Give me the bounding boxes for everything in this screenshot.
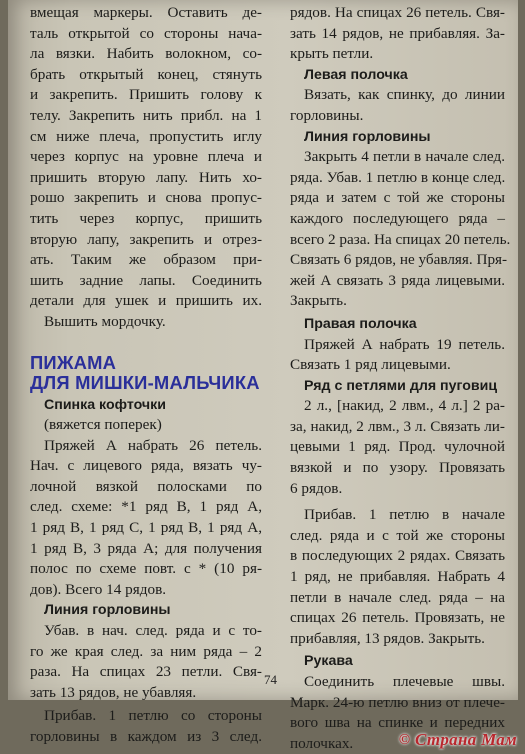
paragraph-toy-assembly — [30, 3, 262, 333]
subheading-right-front: Правая полочка — [304, 315, 417, 332]
section-title-line1: ПИЖАМА — [30, 351, 117, 373]
text-line: пришить вторую лапу. Нить хо- — [30, 168, 262, 186]
paragraph-increase-back — [30, 706, 262, 747]
text-line: Прибав. 1 петлю в начале — [304, 506, 505, 524]
subheading-back: Спинка кофточки — [44, 396, 166, 413]
text-line: Пряжей А набрать 26 петель. — [44, 436, 262, 454]
paragraph-back-finish — [290, 3, 505, 65]
text-line: зать 13 рядов, не убавляя. — [30, 683, 197, 701]
paragraph-back-instructions — [30, 436, 262, 601]
text-line: телу. Закрепить нить прибл. на 1 — [30, 106, 262, 124]
text-line: и закрепить. Пришить голову к — [30, 86, 262, 104]
text-line: 1 ряд, не прибавляя. Набрать 4 — [290, 568, 505, 586]
paragraph-neckline-front — [290, 147, 511, 312]
text-line: всего 2 раза. На спицах 20 петель. — [290, 230, 511, 248]
section-title — [30, 353, 262, 394]
text-line: рошо закрепить и снова пропус- — [30, 189, 262, 207]
subheading-neckline: Линия горловины — [304, 128, 431, 145]
text-line: Марк. 24-ю петлю вниз от плече- — [290, 693, 505, 711]
text-line: Закрыть. — [290, 292, 347, 310]
text-line: лочной вязкой полосками по — [30, 477, 262, 495]
text-line: след. схеме: *1 ряд В, 1 ряд А, — [30, 498, 262, 516]
text-line: тить через корпус, пришить — [30, 209, 262, 227]
text-line: 1 ряд В, 1 ряд С, 1 ряд В, 1 ряд А, — [30, 519, 262, 537]
text-line: 6 рядов. — [290, 479, 343, 497]
text-line: ать. Таким же образом при- — [30, 251, 262, 269]
text-line: прибавляя, 13 рядов. Закрыть. — [290, 629, 485, 647]
text-line: детали для ушек и пришить их. — [30, 292, 262, 310]
text-line: горловины. — [290, 106, 364, 124]
subheading-buttonhole-row: Ряд с петлями для пуговиц — [304, 377, 498, 394]
paragraph-right-front — [290, 335, 505, 376]
text-line: след. ряда и с той же стороны — [290, 526, 505, 544]
subheading-left-front: Левая полочка — [304, 66, 408, 83]
text-line: Убав. в нач. след. ряда и с то- — [44, 622, 262, 640]
text-line: вязкой и по узору. Провязать — [290, 459, 505, 477]
text-line: раза. На спицах 23 петли. Свя- — [30, 663, 262, 681]
text-line: Вышить мордочку. — [44, 312, 166, 330]
subheading-neckline: Линия горловины — [44, 602, 171, 619]
paragraph-increase-front — [290, 505, 505, 649]
text-line: ряда и затем с той же стороны — [290, 189, 505, 207]
right-column — [290, 0, 511, 754]
text-line: 1 ряд В, 3 ряда А; для получения — [30, 539, 262, 557]
text-line: ряда. Убав. 1 петлю в конце след. — [290, 168, 506, 186]
paragraph-neckline-back — [30, 621, 262, 703]
text-line: го же края след. за ним ряда – 2 — [30, 642, 262, 660]
text-line: дов). Всего 14 рядов. — [30, 580, 167, 598]
text-line: Нач. с лицевого ряда, вязать чу- — [30, 457, 262, 475]
text-line: 2 л., [накид, 2 лвм., 4 л.] 2 ра- — [304, 397, 505, 415]
text-line: Закрыть 4 петли в начале след. — [304, 148, 505, 166]
text-line: полочках. — [290, 734, 354, 752]
text-line: шить задние лапы. Соединить — [30, 271, 262, 289]
text-line: Связать 1 ряд лицевыми. — [290, 356, 451, 374]
text-line: зать 14 рядов, не прибавляя. За- — [290, 24, 505, 42]
text-line: крыть петли. — [290, 45, 374, 63]
text-line: через корпус на уровне плеча и — [30, 148, 262, 166]
note-knit-across: (вяжется поперек) — [44, 416, 162, 434]
text-line: в последующих 2 рядах. Связать — [290, 547, 505, 565]
left-column — [30, 0, 262, 748]
text-line: Пряжей А набрать 19 петель. — [304, 335, 505, 353]
paragraph-buttonhole-row — [290, 396, 505, 499]
site-watermark — [399, 730, 517, 750]
text-line: цевыми 1 ряд. Прод. чулочной — [290, 438, 505, 456]
text-line: горловины в каждом из 3 след. — [30, 728, 262, 745]
watermark-text: Страна Мам — [414, 730, 517, 749]
subheading-sleeves: Рукава — [304, 653, 353, 670]
text-line: спицах 26 петель. Провязать, не — [290, 609, 505, 627]
section-title-line2: ДЛЯ МИШКИ-МАЛЬЧИКА — [30, 372, 260, 393]
text-line: рядов. На спицах 26 петель. Свя- — [290, 4, 505, 21]
text-line: вторую лапу, закрепить и отрез- — [30, 230, 262, 248]
text-line: см ниже плеча, пропустить иглу — [30, 127, 262, 145]
text-line: Вязать, как спинку, до линии — [304, 86, 505, 104]
text-line: петли в начале след. ряда – на — [290, 588, 505, 606]
text-line: каждого последующего ряда – — [290, 209, 505, 227]
page-number: 74 — [264, 672, 277, 687]
text-line: Прибав. 1 петлю со стороны — [44, 707, 262, 725]
text-line: Соединить плечевые швы. — [304, 673, 505, 690]
text-line: жей А связать 3 ряда лицевыми. — [290, 271, 505, 289]
copyright-mark: © — [398, 732, 411, 748]
text-line: брать открытый конец, стянуть — [30, 65, 262, 83]
text-line: таль открытой со стороны нача- — [30, 24, 262, 42]
text-line: полос по схеме повт. с * (10 ря- — [30, 560, 262, 578]
text-line: за, накид, 2 лвм., 3 л. Связать ли- — [290, 417, 505, 435]
text-line: ла вязки. Набить волокном, со- — [30, 45, 262, 63]
text-line: вого шва на спинке и передних — [290, 714, 505, 732]
paragraph-left-front — [290, 85, 505, 126]
text-line: вмещая маркеры. Оставить де- — [30, 4, 262, 21]
text-line: Связать 6 рядов, не убавляя. Пря- — [290, 251, 508, 269]
